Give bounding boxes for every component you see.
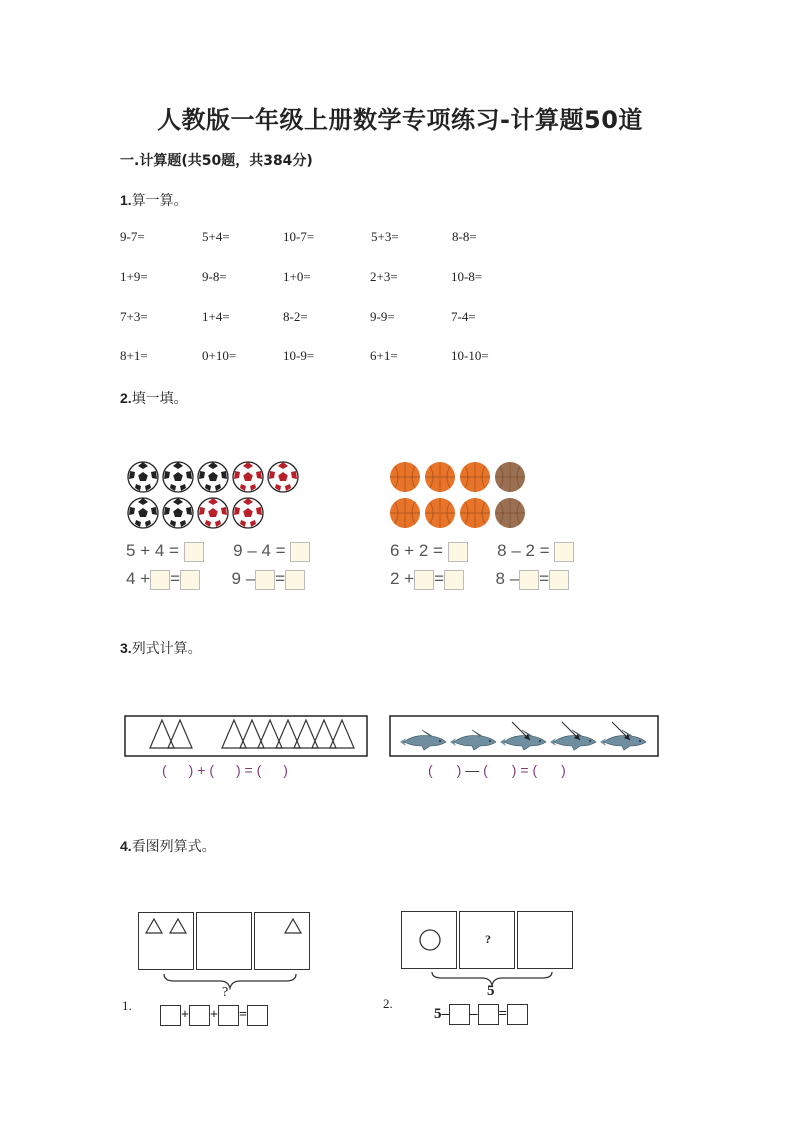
operator: = bbox=[520, 762, 529, 778]
triangle-icon bbox=[146, 919, 162, 933]
operator: – bbox=[470, 1005, 478, 1022]
question-label: 列式计算。 bbox=[131, 641, 202, 657]
equation: 5 + 4 = bbox=[126, 541, 179, 560]
arithmetic-problem: 1+0= bbox=[283, 269, 311, 284]
arithmetic-problem: 9-8= bbox=[202, 269, 227, 284]
paren: ) bbox=[235, 762, 241, 778]
soccer-ball-icon bbox=[233, 462, 263, 492]
paren: ) bbox=[188, 762, 194, 778]
arithmetic-problem: 1+4= bbox=[202, 309, 230, 324]
operator: — bbox=[465, 762, 480, 778]
equation: 6 + 2 = bbox=[390, 541, 443, 560]
answer-box[interactable] bbox=[290, 542, 310, 562]
answer-box[interactable] bbox=[218, 1005, 239, 1026]
brace-label: ? bbox=[222, 985, 229, 1000]
soccer-ball-icon bbox=[128, 462, 158, 492]
operator: + bbox=[197, 762, 206, 778]
equation: 4 + bbox=[126, 569, 151, 588]
basketball-icon bbox=[390, 462, 420, 492]
equation: 8 – 2 = bbox=[497, 541, 550, 560]
question-label: 看图列算式。 bbox=[131, 839, 216, 855]
brown-ball-icon bbox=[495, 498, 525, 528]
operator: + bbox=[209, 1007, 218, 1023]
arithmetic-problem: 10-9= bbox=[283, 348, 315, 363]
paren: ) bbox=[511, 762, 517, 778]
brown-ball-icon bbox=[495, 462, 525, 492]
arithmetic-problem: 7-4= bbox=[451, 309, 476, 324]
arithmetic-problem: 10-10= bbox=[451, 348, 489, 363]
question-label: 填一填。 bbox=[131, 391, 188, 407]
basketball-icon bbox=[390, 498, 420, 528]
q2-left-row1 bbox=[126, 541, 310, 562]
answer-box[interactable] bbox=[150, 570, 170, 590]
picture-box bbox=[401, 911, 457, 969]
q2-right-row2 bbox=[390, 569, 569, 590]
answer-box[interactable] bbox=[507, 1004, 528, 1025]
operator: – bbox=[441, 1005, 449, 1022]
question-4-heading bbox=[120, 836, 216, 856]
paren: ) bbox=[456, 762, 462, 778]
arithmetic-problem: 10-7= bbox=[283, 229, 315, 244]
picture-box bbox=[138, 912, 194, 970]
circle-icon bbox=[420, 930, 440, 950]
picture-box bbox=[196, 912, 252, 970]
soccer-ball-icon bbox=[268, 462, 298, 492]
picture-box bbox=[254, 912, 310, 970]
brace-label: 5 bbox=[487, 983, 495, 999]
arithmetic-problem: 8-8= bbox=[452, 229, 477, 244]
question-number: 4. bbox=[120, 838, 132, 854]
q4-part2-picture bbox=[401, 911, 573, 969]
arithmetic-problem: 7+3= bbox=[120, 309, 148, 324]
paren: ( bbox=[532, 762, 538, 778]
soccer-ball-icon bbox=[233, 498, 263, 528]
equation: 8 – bbox=[495, 569, 520, 588]
equals-sign: = bbox=[170, 569, 181, 588]
soccer-ball-icon bbox=[198, 462, 228, 492]
question-number: 3. bbox=[120, 640, 132, 656]
equation: 9 – 4 = bbox=[233, 541, 286, 560]
question-number: 2. bbox=[120, 390, 132, 406]
answer-box[interactable] bbox=[549, 570, 569, 590]
unknown-label: ? bbox=[485, 932, 491, 946]
picture-box bbox=[459, 911, 515, 969]
q3-left-expression bbox=[162, 762, 288, 778]
answer-box[interactable] bbox=[519, 570, 539, 590]
answer-box[interactable] bbox=[444, 570, 464, 590]
paren: ( bbox=[209, 762, 214, 778]
equals-sign: = bbox=[434, 569, 445, 588]
paren: ( bbox=[256, 762, 262, 778]
q3-right-expression bbox=[428, 762, 566, 778]
answer-box[interactable] bbox=[554, 542, 574, 562]
soccer-ball-icon bbox=[128, 498, 158, 528]
operator: + bbox=[181, 1007, 189, 1023]
arithmetic-problem: 8+1= bbox=[120, 348, 148, 363]
arithmetic-problem: 5+3= bbox=[371, 229, 399, 244]
operator: = bbox=[244, 762, 253, 778]
arithmetic-problem: 6+1= bbox=[370, 348, 398, 363]
paren: ( bbox=[162, 762, 167, 778]
start-number: 5 bbox=[434, 1005, 442, 1022]
answer-box[interactable] bbox=[414, 570, 434, 590]
equation: 2 + bbox=[390, 569, 415, 588]
triangle-icon bbox=[170, 919, 186, 933]
question-1-heading bbox=[120, 190, 188, 210]
soccer-balls-picture bbox=[120, 455, 320, 535]
question-number: 1. bbox=[120, 192, 132, 208]
paren: ( bbox=[483, 762, 488, 778]
operator: = bbox=[238, 1007, 247, 1023]
arithmetic-problem: 9-9= bbox=[370, 309, 395, 324]
answer-box[interactable] bbox=[247, 1005, 268, 1026]
sharks-picture bbox=[388, 712, 660, 760]
arithmetic-problem: 5+4= bbox=[202, 229, 230, 244]
equals-sign: = bbox=[275, 569, 286, 588]
basketballs-picture bbox=[385, 455, 545, 535]
q4-part2-equation bbox=[434, 1004, 528, 1025]
part-index: 2. bbox=[383, 996, 393, 1011]
arithmetic-problem: 1+9= bbox=[120, 269, 148, 284]
q2-right-row1 bbox=[390, 541, 574, 562]
basketball-icon bbox=[460, 462, 490, 492]
page-title: 人教版一年级上册数学专项练习-计算题50道 bbox=[157, 106, 643, 134]
soccer-ball-icon bbox=[198, 498, 228, 528]
paren: ( bbox=[428, 762, 433, 778]
paren: ) bbox=[283, 762, 288, 778]
arithmetic-problem: 0+10= bbox=[202, 348, 237, 363]
answer-box[interactable] bbox=[184, 542, 204, 562]
basketball-icon bbox=[425, 498, 455, 528]
answer-box[interactable] bbox=[255, 570, 275, 590]
answer-box[interactable] bbox=[160, 1005, 181, 1026]
answer-box[interactable] bbox=[180, 570, 200, 590]
soccer-ball-icon bbox=[163, 498, 193, 528]
basketball-icon bbox=[425, 462, 455, 492]
arithmetic-problem: 10-8= bbox=[451, 269, 483, 284]
arithmetic-problem: 9-7= bbox=[120, 229, 145, 244]
answer-box[interactable] bbox=[448, 542, 468, 562]
soccer-ball-icon bbox=[163, 462, 193, 492]
equation: 9 – bbox=[231, 569, 256, 588]
answer-box[interactable] bbox=[449, 1004, 470, 1025]
question-2-heading bbox=[120, 388, 188, 408]
equals-sign: = bbox=[539, 569, 550, 588]
q2-left-row2 bbox=[126, 569, 305, 590]
picture-box bbox=[517, 911, 573, 969]
question-3-heading bbox=[120, 638, 202, 658]
q4-part1-picture bbox=[138, 912, 313, 970]
triangles-picture bbox=[124, 712, 370, 760]
section-heading: 一.计算题(共50题，共384分) bbox=[120, 153, 313, 169]
answer-box[interactable] bbox=[189, 1005, 210, 1026]
paren: ) bbox=[561, 762, 566, 778]
basketball-icon bbox=[460, 498, 490, 528]
arithmetic-problem: 2+3= bbox=[370, 269, 398, 284]
part-index: 1. bbox=[122, 998, 132, 1013]
q4-part1-equation bbox=[160, 1005, 268, 1026]
answer-box[interactable] bbox=[478, 1004, 499, 1025]
triangle-icon bbox=[285, 919, 301, 933]
question-label: 算一算。 bbox=[131, 193, 188, 209]
arithmetic-problem: 8-2= bbox=[283, 309, 308, 324]
operator: = bbox=[498, 1005, 508, 1022]
brace-icon bbox=[160, 972, 300, 992]
answer-box[interactable] bbox=[285, 570, 305, 590]
